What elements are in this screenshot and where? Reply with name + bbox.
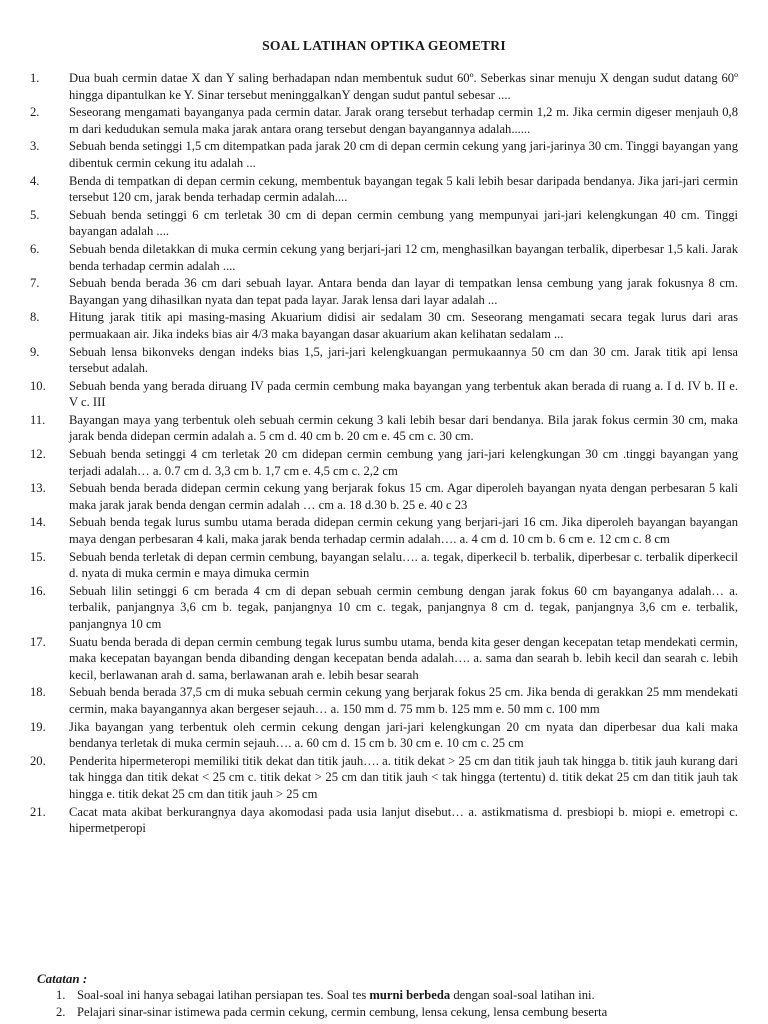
question-number: 20.: [30, 753, 46, 768]
question-number: 18.: [30, 685, 46, 700]
question-item: [30, 275, 738, 308]
question-number: 14.: [30, 515, 46, 530]
question-number: 11.: [30, 412, 46, 427]
question-number: 13.: [30, 481, 46, 496]
question-item: [30, 480, 738, 513]
question-number: 8.: [30, 310, 40, 325]
question-text: Cacat mata akibat berkurangnya daya akomodasi pada usia lanjut disebut… a. astikmatisma d. presbiopi b. miopi e. emetropi c. hipermetperopi: [69, 804, 738, 836]
notes-section: [37, 970, 737, 1021]
document-title: SOAL LATIHAN OPTIKA GEOMETRI: [262, 38, 506, 53]
question-text: Sebuah benda berada 37,5 cm di muka sebuah cermin cekung yang berjarak fokus 25 cm. Jika benda di gerakkan 25 mm mendekati cermin, maka bayangannya akan bergeser sejauh… a. 150 mm d. 75 mm b. 125 mm e. 50 mm c. 100 mm: [69, 685, 738, 716]
question-item: [30, 514, 738, 547]
note-text: [77, 987, 737, 1004]
note-item: [37, 987, 737, 1004]
question-text: Sebuah benda berada didepan cermin cekung yang berjarak fokus 15 cm. Agar diperoleh bayangan nyata dengan perbesaran 5 kali maka jarak jarak benda dengan cermin adalah … cm a. 18 d.30 b. 25 e. 40 c 23: [69, 481, 738, 512]
question-item: [30, 719, 738, 752]
question-item: [30, 70, 738, 103]
note-text-bold: murni berbeda: [369, 988, 451, 1002]
note-number: 1.: [56, 988, 66, 1002]
question-number: 5.: [30, 207, 40, 222]
question-item: [30, 583, 738, 633]
question-item: [30, 207, 738, 240]
question-number: 17.: [30, 634, 46, 649]
question-list: [30, 70, 738, 838]
question-item: [30, 804, 738, 837]
question-text: Sebuah benda berada 36 cm dari sebuah layar. Antara benda dan layar di tempatkan lensa cembung yang jarak fokusnya 8 cm. Bayangan yang dihasilkan nyata dan tepat pada layar. Jarak lensa dari layar adalah ...: [69, 276, 738, 307]
question-item: [30, 104, 738, 137]
question-item: [30, 241, 738, 274]
question-text: Sebuah benda terletak di depan cermin cembung, bayangan selalu…. a. tegak, diperkecil b. terbalik, diperbesar c. terbalik diperkecil d. nyata di muka cermin e maya dimuka cermin: [69, 549, 738, 581]
question-number: 19.: [30, 719, 46, 734]
question-text: Dua buah cermin datae X dan Y saling berhadapan ndan membentuk sudut 60º. Seberkas sinar menuju X dengan sudut datang 60º hingga dipantulkan ke Y. Sinar tersebut meninggalkanY dengan sudut pantul sebesar ....: [69, 71, 738, 102]
question-item: [30, 634, 738, 684]
question-text: Bayangan maya yang terbentuk oleh sebuah cermin cekung 3 kali lebih besar dari bendanya. Bila jarak fokus cermin 30 cm, maka jarak benda didepan cermin adalah a. 5 cm d. 40 cm b. 20 cm e. 45 cm c. 30 cm.: [69, 412, 738, 444]
question-text: Sebuah lensa bikonveks dengan indeks bias 1,5, jari-jari kelengkuangan permukaannya 50 cm dan 30 cm. Jarak titik api lensa tersebut adalah.: [69, 344, 738, 376]
question-item: [30, 309, 738, 342]
question-text: Suatu benda berada di depan cermin cembung tegak lurus sumbu utama, benda kita geser dengan kecepatan tetap mendekati cermin, maka kecepatan bayangan benda dibanding dengan kecepatan benda adalah…. a. sama dan searah b. lebih kecil dan searah c. lebih kecil, berlawanan arah d. sama, berlawanan arah e. lebih besar searah: [69, 634, 738, 682]
question-number: 3.: [30, 139, 40, 154]
question-text: Benda di tempatkan di depan cermin cekung, membentuk bayangan tegak 5 kali lebih besar daripada bendanya. Jika jari-jari cermin tersebut 120 cm, jarak benda terhadap cermin adalah....: [69, 173, 738, 205]
question-text: Sebuah benda yang berada diruang IV pada cermin cembung maka bayangan yang terbentuk akan berada di ruang a. I d. IV b. II e. V c. III: [69, 378, 738, 410]
question-item: [30, 684, 738, 717]
question-text: Sebuah benda setinggi 1,5 cm ditempatkan pada jarak 20 cm di depan cermin cekung yang jari-jarinya 30 cm. Tinggi bayangan yang dibentuk cermin cekung itu adalah ...: [69, 139, 738, 170]
question-text: Sebuah benda setinggi 6 cm terletak 30 cm di depan cermin cembung yang mempunyai jari-jari kelengkungan 40 cm. Tinggi bayangan adalah ....: [69, 207, 738, 239]
question-item: [30, 378, 738, 411]
question-text: Penderita hipermeteropi memiliki titik dekat dan titik jauh…. a. titik dekat > 25 cm dan titik jauh tak hingga b. titik jauh kurang dari tak hingga dan titik dekat < 25 cm c. titik dekat > 25 cm dan titik jauh < tak hingga (tertentu) d. titik dekat 25 cm dan titik jauh tak hingga e. titik dekat 25 cm dan titik jauh > 25 cm: [69, 753, 738, 801]
note-text: [77, 1004, 737, 1021]
question-number: 10.: [30, 378, 46, 393]
question-item: [30, 344, 738, 377]
question-item: [30, 173, 738, 206]
question-text: Sebuah benda setinggi 4 cm terletak 20 cm didepan cermin cembung yang jari-jari kelengkungan 30 cm .tinggi bayangan yang terjadi adalah… a. 0.7 cm d. 3,3 cm b. 1,7 cm e. 4,5 cm c. 2,2 cm: [69, 447, 738, 478]
question-text: Hitung jarak titik api masing-masing Akuarium didisi air sedalam 30 cm. Seseorang mengamati secara tegak lurus dari aras permuakaan air. Jika indeks bias air 4/3 maka bayangan dasar akuarium akan kelihatan sedalam ...: [69, 310, 738, 341]
question-item: [30, 446, 738, 479]
note-text-before: Pelajari sinar-sinar istimewa pada cermin cekung, cermin cembung, lensa cekung, lensa cembung beserta: [77, 1005, 608, 1019]
note-text-after: dengan soal-soal latihan ini.: [450, 988, 595, 1002]
notes-title: Catatan :: [37, 971, 88, 986]
question-number: 12.: [30, 447, 46, 462]
note-item: [37, 1004, 737, 1021]
question-number: 6.: [30, 241, 40, 256]
question-number: 1.: [30, 71, 40, 85]
question-item: [30, 549, 738, 582]
question-text: Jika bayangan yang terbentuk oleh cermin cekung dengan jari-jari kelengkungan 20 cm nyata dan diperbesar dua kali maka bendanya terletak di muka cermin sejauh…. a. 60 cm d. 15 cm b. 30 cm e. 10 cm c. 25 cm: [69, 719, 738, 751]
question-number: 15.: [30, 549, 46, 564]
question-text: Sebuah benda tegak lurus sumbu utama berada didepan cermin cekung yang berjari-jari 16 cm. Jika diperoleh bayangan bayangan maya dengan perbesaran 4 kali, maka jarak benda terhadap cermin adalah…. a. 4 cm d. 10 cm b. 6 cm e. 12 cm c. 8 cm: [69, 515, 738, 547]
question-number: 21.: [30, 804, 46, 819]
question-item: [30, 753, 738, 803]
question-text: Sebuah benda diletakkan di muka cermin cekung yang berjari-jari 12 cm, menghasilkan bayangan terbalik, diperbesar 1,5 kali. Jarak benda terhadap cermin adalah ....: [69, 241, 738, 273]
question-number: 7.: [30, 276, 40, 291]
question-text: Seseorang mengamati bayanganya pada cermin datar. Jarak orang tersebut terhadap cermin 1,2 m. Jika cermin digeser menjauh 0,8 m dari kedudukan semula maka jarak antara orang tersebut dengan bayangannya adalah......: [69, 105, 738, 136]
note-text-before: Soal-soal ini hanya sebagai latihan persiapan tes. Soal tes: [77, 988, 370, 1002]
question-item: [30, 138, 738, 171]
question-text: Sebuah lilin setinggi 6 cm berada 4 cm di depan sebuah cermin cembung dengan jarak fokus 60 cm bayanganya adalah… a. terbalik, panjangnya 3,6 cm b. tegak, panjangnya 10 cm c. tegak, panjangnya 8 cm d. tegak, panjangnya 3,6 cm e. terbalik, panjangnya 10 cm: [69, 583, 738, 631]
note-number: 2.: [56, 1005, 66, 1019]
question-number: 9.: [30, 344, 40, 359]
question-number: 2.: [30, 105, 40, 120]
question-number: 16.: [30, 583, 46, 598]
question-number: 4.: [30, 173, 40, 188]
question-item: [30, 412, 738, 445]
